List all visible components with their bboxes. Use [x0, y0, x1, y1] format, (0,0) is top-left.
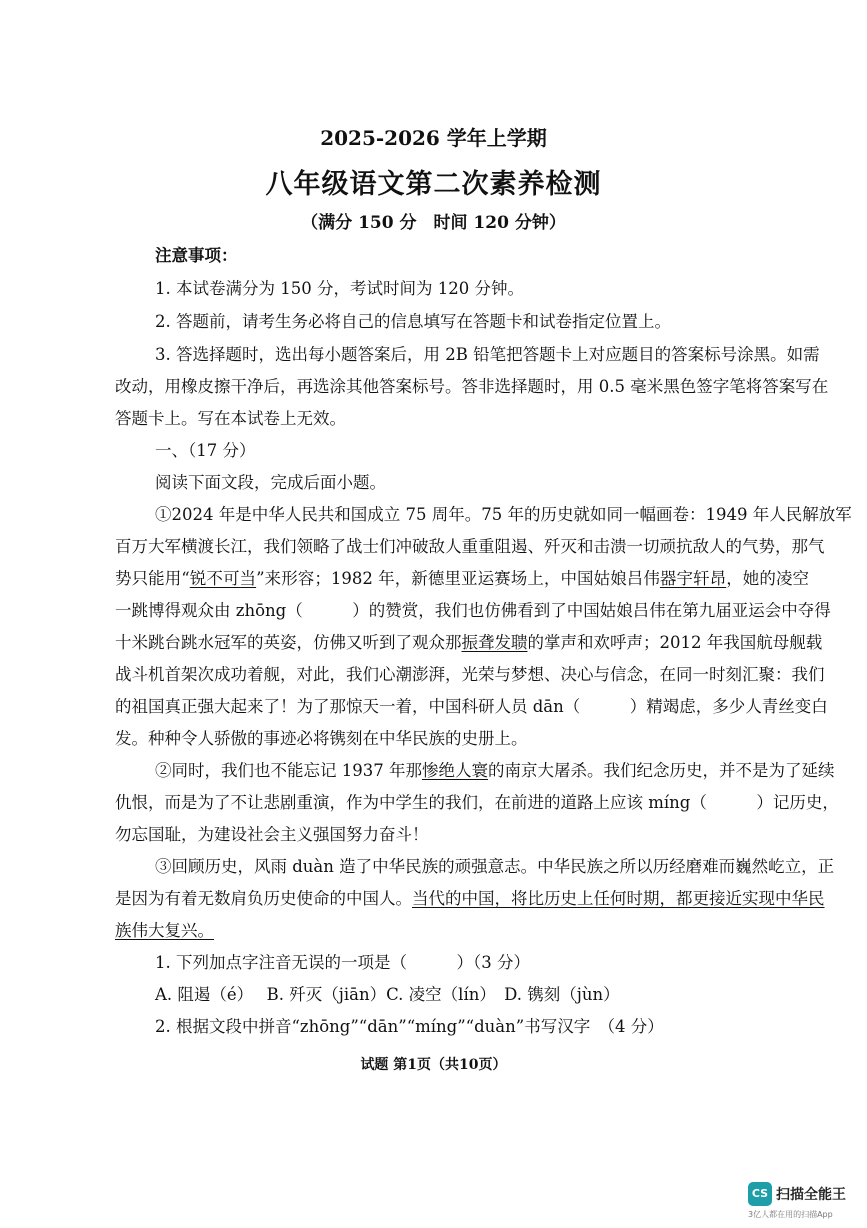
notice-item-3-line-3: 答题卡上。写在本试卷上无效。 — [115, 409, 346, 428]
section-1-instruction: 阅读下面文段，完成后面小题。 — [155, 473, 386, 492]
passage-p1-line-3: 势只能用“锐不可当”来形容；1982 年，新德里亚运赛场上，中国姑娘吕伟器宇轩昂，她的凌空 — [115, 569, 810, 588]
passage-p1-line-5: 十米跳台跳水冠军的英姿，仿佛又听到了观众那振聋发聩的掌声和欢呼声；2012 年我国航母舰载 — [115, 633, 823, 652]
passage-p1-line-2: 百万大军横渡长江，我们领略了战士们冲破敌人重重阻遏、歼灭和击溃一切顽抗敌人的气势，那气 — [115, 537, 825, 556]
passage-p1-line-6: 战斗机首架次成功着舰，对此，我们心潮澎湃，光荣与梦想、决心与信念，在同一时刻汇聚：我们 — [115, 665, 825, 684]
notice-item-1: 1. 本试卷满分为 150 分，考试时间为 120 分钟。 — [155, 279, 524, 298]
score-time-note: （满分 150 分 时间 120 分钟） — [301, 213, 566, 233]
passage-p1-line-7: 的祖国真正强大起来了！为了那惊天一着，中国科研人员 dān（ ）精竭虑，多少人青丝变白 — [115, 697, 828, 716]
scanner-watermark — [748, 1178, 863, 1222]
underlined-idiom-4: 惨绝人寰 — [421, 761, 488, 780]
page-footer: 试题 第1页（共10页） — [360, 1057, 507, 1073]
passage-p2-line-2: 仇恨，而是为了不让悲剧重演，作为中学生的我们，在前进的道路上应该 míng（ ）记历史， — [115, 793, 839, 812]
underlined-sentence: 当代的中国，将比历史上任何时期，都更接近实现中华民 — [412, 889, 825, 908]
underlined-idiom-3: 振聋发聩 — [461, 633, 528, 652]
notice-item-3-line-1: 3. 答选择题时，选出每小题答案后，用 2B 铅笔把答题卡上对应题目的答案标号涂黑。如需 — [155, 345, 820, 364]
underlined-sentence-end: 族伟大复兴。 — [115, 921, 214, 940]
section-1-heading: 一、（17 分） — [155, 441, 256, 460]
question-1: 1. 下列加点字注音无误的一项是（ ）（3 分） — [155, 953, 530, 972]
passage-p1-line-4: 一跳博得观众由 zhōng（ ）的赞赏，我们也仿佛看到了中国姑娘吕伟在第九届亚运会中夺得 — [115, 601, 831, 620]
notice-heading: 注意事项： — [155, 246, 238, 265]
passage-p2-line-3: 勿忘国耻，为建设社会主义强国努力奋斗！ — [115, 825, 429, 844]
notice-item-3-line-2: 改动，用橡皮擦干净后，再选涂其他答案标号。答非选择题时，用 0.5 毫米黑色签字笔将答案写在 — [115, 377, 829, 396]
notice-item-2: 2. 答题前，请考生务必将自己的信息填写在答题卡和试卷指定位置上。 — [155, 312, 671, 331]
watermark-app-name: 扫描全能王 — [776, 1187, 846, 1203]
watermark-tagline: 3亿人都在用的扫描App — [748, 1210, 833, 1219]
underlined-idiom-2: 器宇轩昂 — [659, 569, 727, 588]
passage-p3-line-3 — [115, 920, 214, 942]
camscanner-logo-icon: CS — [748, 1182, 772, 1206]
exam-title: 八年级语文第二次素养检测 — [265, 169, 602, 200]
term-title: 2025-2026 学年上学期 — [320, 126, 547, 150]
passage-p1-line-1: ①2024 年是中华人民共和国成立 75 周年。75 年的历史就如同一幅画卷：1949 年人民解放军 — [155, 505, 852, 524]
question-1-options: A. 阻遏（é） B. 歼灭（jiān）C. 凌空（lín） D. 镌刻（jùn） — [155, 985, 620, 1004]
question-2: 2. 根据文段中拼音“zhōng”“dān”“míng”“duàn”书写汉字 （4 分） — [155, 1017, 664, 1036]
underlined-idiom-1: 锐不可当 — [189, 569, 257, 588]
passage-p3-line-2: 是因为有着无数肩负历史使命的中国人。当代的中国，将比历史上任何时期，都更接近实现中华民 — [115, 889, 825, 908]
passage-p3-line-1: ③回顾历史，风雨 duàn 造了中华民族的顽强意志。中华民族之所以历经磨难而巍然屹立，正 — [155, 857, 835, 876]
passage-p1-line-8: 发。种种令人骄傲的事迹必将镌刻在中华民族的史册上。 — [115, 729, 528, 748]
passage-p2-line-1: ②同时，我们也不能忘记 1937 年那惨绝人寰的南京大屠杀。我们纪念历史，并不是为了延续 — [155, 761, 835, 780]
